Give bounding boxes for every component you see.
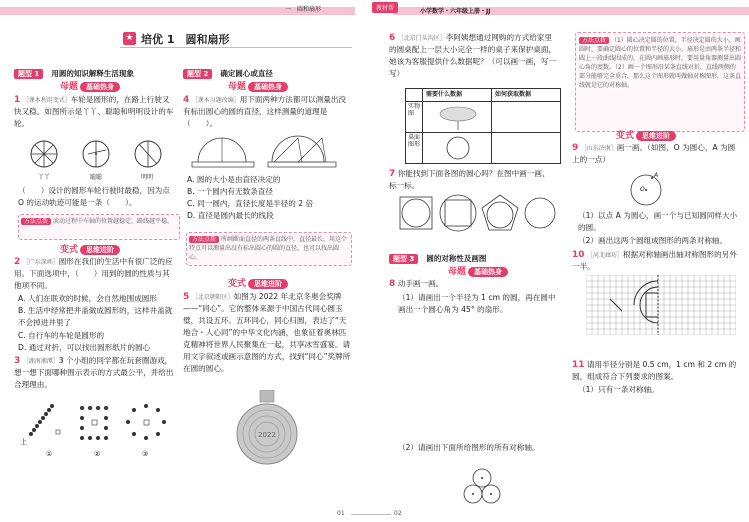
medal-icon: [237, 390, 297, 464]
topic3-muban: 母题 基础热身: [448, 264, 508, 277]
q3: 3 ［湖南湘潭］3 个小组的同学都在玩套圈游戏，想一想下面哪种围示表示的方式最公平，并给出合理理由。: [14, 356, 174, 389]
topic3-tag: 题型 3: [389, 254, 418, 264]
q7: 7 你能找到下面各图的圆心吗？在图中画一画、标一标。: [389, 169, 550, 190]
q1-label-c: 明明: [141, 174, 154, 181]
lesson-title: 培优 1 圆和扇形: [141, 33, 230, 46]
wheel-congcong-icon: [83, 141, 109, 167]
q5-medal: [232, 390, 302, 470]
table-photo-icon: [438, 103, 478, 131]
q9-o-label: O: [640, 186, 645, 193]
q1-question: （ ）设计的圆形车轮行驶时最稳，因为点 O 的运动轨迹可能是一条（ ）。: [18, 186, 170, 207]
topic1-header: [14, 61, 134, 80]
q9-step2: （2）画出这两个圆组成图形的两条对称轴。: [578, 236, 728, 245]
q2-option-b: B. 生活中经常把井盖做成圆形的，这样井盖就不会掉进井里了: [18, 306, 173, 327]
q4-option-a: A. 圆的大小是由直径决定的: [187, 175, 281, 184]
circle-in-square-icon: [400, 197, 432, 229]
q4-option-d: D. 直径是圆内最长的线段: [187, 211, 274, 220]
q9-circle: [628, 172, 668, 208]
given-circle-icon: [631, 175, 661, 205]
topic1-title: 用圆的知识解释生活现象: [51, 69, 134, 78]
q4-figures: [190, 132, 340, 172]
q3-mark: 上: [20, 438, 27, 446]
q2-option-d: D. 通过对折，可以找出圆形纸片的圆心: [18, 343, 151, 352]
header-title: 小学数学・六年级上册・JJ: [420, 8, 491, 15]
q1-tip: 方法点拨 滚动过程中车轴的位置越稳定，路线越平稳。: [18, 214, 180, 240]
q10: 10 ［河北廊坊］根据对称轴画出轴对称图形的另外一半。: [572, 250, 737, 271]
page-number-left: 01: [337, 510, 345, 517]
page-number-right: 02: [394, 510, 402, 517]
grid-icon: [586, 275, 736, 335]
layout-square-icon: [80, 406, 108, 440]
square-in-circle-icon: [440, 195, 476, 231]
q11: 11 请用半径分别是 0.5 cm，1 cm 和 2 cm 的圆，组成符合下列要求的图案。: [572, 360, 737, 381]
header-badge: 教材帮: [372, 2, 398, 13]
q6: 6 ［北京门头沟区］李阿姨想通过网购的方式给家里的圆桌配上一层大小完全一样的桌子来保护桌面，她该为客服提供什么数据呢？（可以画一画，写一写）: [389, 33, 557, 78]
layout-line-icon: [29, 404, 60, 436]
q1: 1 ［课本利用变式］车轮是圆形的，在路上行驶又快又稳。如图所示是丫丫、聪聪和明明设计的车轮。: [14, 95, 174, 128]
variant2: 变式 思维进阶: [228, 276, 288, 289]
lesson-star-icon: ★: [123, 32, 136, 45]
q1-label-a: 丫丫: [38, 174, 51, 181]
variant1: 变式 思维进阶: [60, 242, 120, 255]
medal-text: 2022: [258, 431, 276, 439]
wheel-mingming-icon: [135, 141, 161, 167]
q3-label-1: ①: [46, 450, 53, 458]
q6-row2: 桌面图形: [408, 134, 421, 148]
set-square-ruler-icon: [268, 136, 336, 167]
q2-option-a: A. 人们在联欢的时候，会自然地围成圆形: [18, 294, 157, 303]
topic3-title: 圆的对称性及画图: [426, 254, 487, 263]
q3-label-3: ③: [142, 450, 149, 458]
variant3: 变式 思维进阶: [616, 128, 676, 141]
q6-col1: 需要什么数据: [426, 91, 463, 98]
ruler-rod-icon: [192, 138, 254, 167]
footer-line: [351, 514, 391, 515]
q7-shapes: [398, 193, 558, 235]
header-section: 一 圆和扇形: [285, 6, 322, 13]
right-tip: 方法点拨 （1）圆心决定圆的位置，半径决定圆的大小，画圆时，要确定圆心的位置和半径的大小。扇形是由两条半径和圆上一段曲线围成的，在圆内画扇形时，要用量角器测量出圆心角的度数。（2）画一个图形沿某条直线对折，直线两侧的部分能够完全重合，那么这个图形就叫做轴对称图形，这条直线就是它的对称轴。: [575, 32, 745, 132]
q4-option-c: C. 同一圆内，直径长度是半径的 2 倍: [187, 199, 314, 208]
q10-grid: [586, 275, 736, 335]
q4-option-b: B. 一个圆内有无数条直径: [187, 187, 273, 196]
q4-tip: 方法点拨 所画断面直径的两条直线中，直径最长，用这个特点可以测量出没有标出圆心的圆的直径，也可以找出圆心。: [186, 232, 352, 266]
q11-step1: （1）只有一条对称轴。: [578, 385, 659, 394]
q6-row1: 实物图: [408, 103, 421, 117]
q8-part2: （2）请画出下面所给图形的所有对称轴。: [398, 443, 540, 452]
q3-diagrams: [16, 400, 176, 455]
topic1-muban: 母题 基础热身: [60, 79, 120, 92]
wheel-yaya-icon: [31, 141, 57, 167]
topic2-title: 确定圆心或直径: [220, 69, 273, 78]
q8: 8 动手画一画。: [389, 279, 444, 289]
q9-a-label: A: [654, 172, 659, 179]
circle-arc-icon: [525, 198, 555, 228]
q2-option-c: C. 自行车的车轮是圆形的: [18, 331, 105, 340]
three-circles-icon: [464, 469, 500, 503]
topic1-tag: 题型 1: [14, 69, 43, 79]
topic3-header: [389, 246, 486, 265]
lesson-title-underline: [120, 47, 352, 48]
q3-label-2: ②: [94, 450, 101, 458]
q9-step1: （1）以点 A 为圆心，画一个与已知圆同样大小的圆。: [578, 211, 738, 232]
q4: 4 ［课本习题改编］用下面两种方法都可以测量出没有标出圆心的圆的直径，这样测量的道理是（ ）。: [183, 95, 347, 128]
topic2-header: [183, 61, 273, 80]
layout-circle-icon: [126, 404, 166, 440]
q5: 5 ［北京朝阳区］如图为 2022 年北京冬奥会奖牌——“同心”。它的整体来源于中国古代同心圆玉璧，共设五环。五环同心，同心归圆，表达了“天地合・人心同”的中华文化内涵，也象征着奥林匹克精神将世界人民聚集在一起，共享冰雪盛宴。请用文字叙述或画示意图的方式，找到“同心”奖牌所在圆的圆心。: [183, 292, 351, 373]
q2: 2 ［广东深圳］圆形在我们的生活中有很广泛的应用。下面选项中，（ ）用到的圆的性质与其他项不同。: [14, 257, 173, 290]
table-shape-icon: [440, 135, 476, 161]
q6-table: [405, 88, 561, 164]
topic2-tag: 题型 2: [183, 69, 212, 79]
q8-part1: （1）请画出一个半径为 1 cm 的圆，再在圆中画出一个圆心角为 45° 的扇形。: [398, 293, 556, 314]
q6-col2: 如何获取数据: [495, 91, 532, 98]
q1-label-b: 聪聪: [90, 174, 103, 181]
q8-circles: [462, 468, 502, 506]
circle-in-pentagon-icon: [482, 195, 518, 230]
q9: 9 ［山东济南］画一画。（如图，O 为圆心，A 为圆上的一点）: [572, 143, 736, 164]
topic2-muban: 母题 基础热身: [228, 79, 288, 92]
